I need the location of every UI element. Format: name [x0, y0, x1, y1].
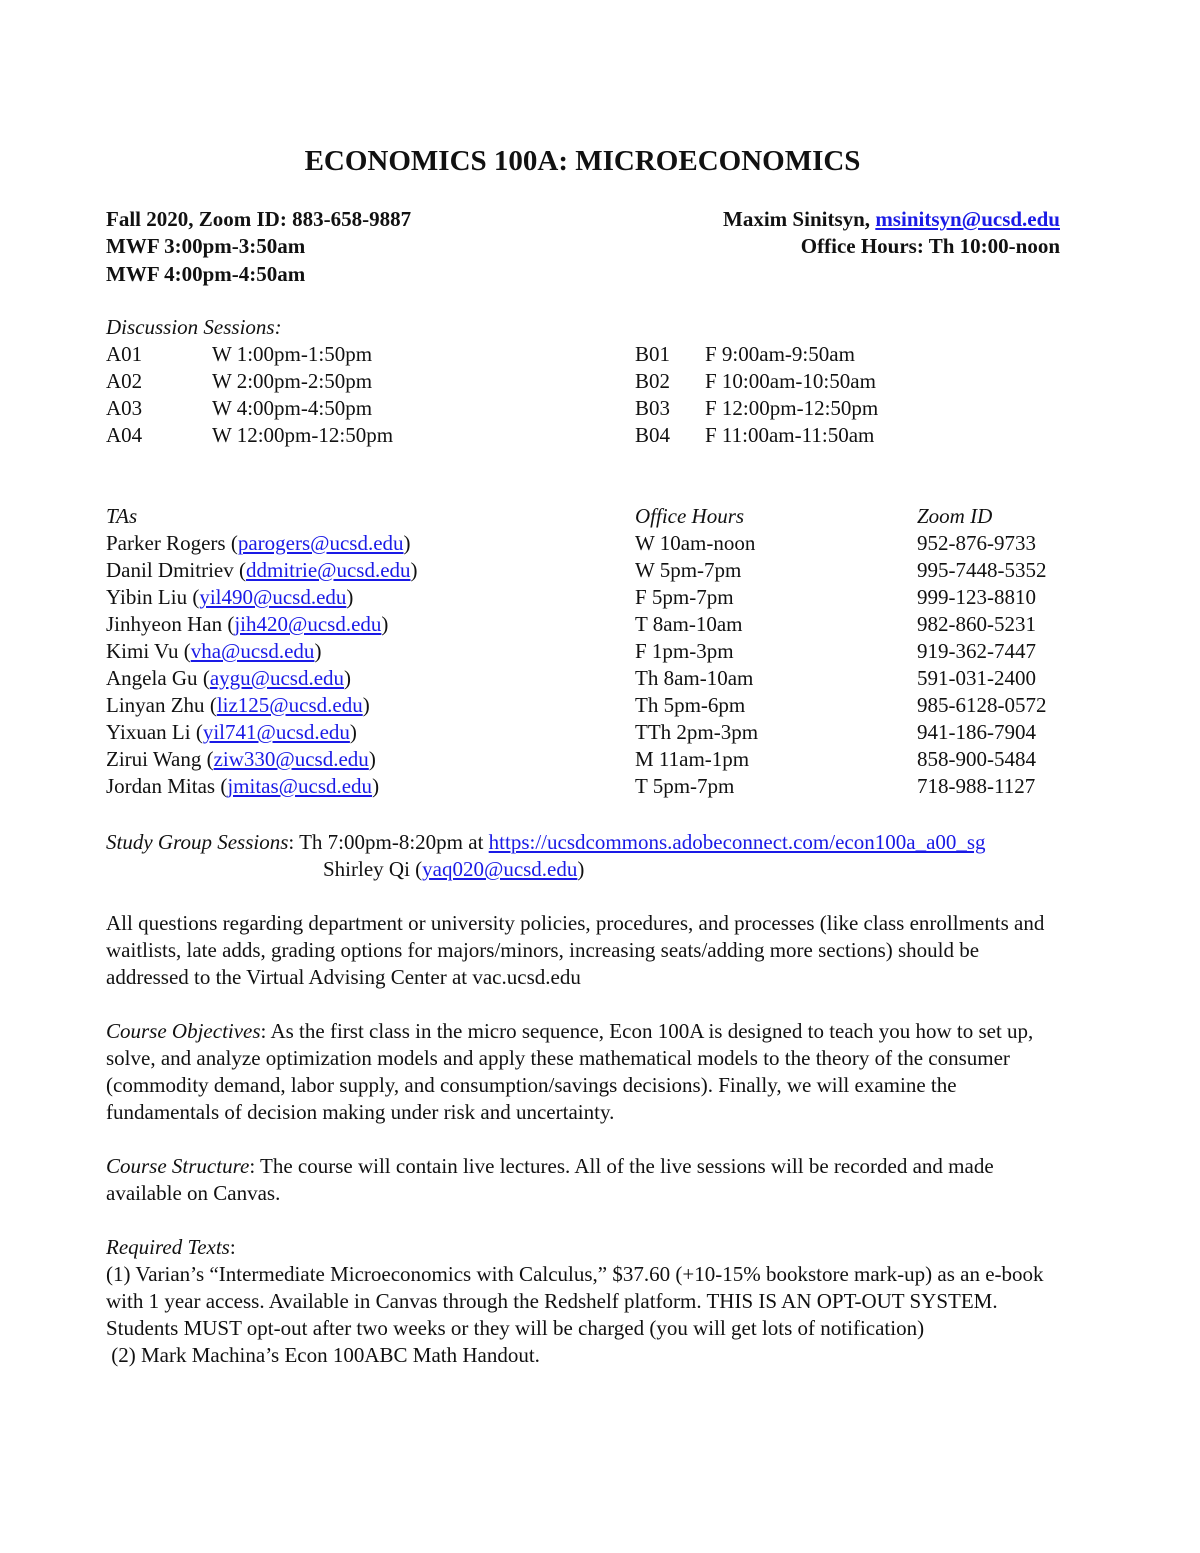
ta-email-link[interactable]: parogers@ucsd.edu — [237, 531, 404, 555]
ta-office-hours: T 5pm-7pm — [635, 774, 735, 798]
ta-office-hours: T 8am-10am — [635, 612, 743, 636]
ta-paren-open: ( — [190, 720, 203, 744]
ta-office-hours: W 10am-noon — [635, 531, 756, 555]
required-text-1: (1) Varian’s “Intermediate Microeconomics with Calculus,” $37.60 (+10-15% bookstore mark-up) as an e-book with 1 year access. Available in Canvas through the Redshelf platform. THIS IS AN OPT-OUT SYSTEM. Students MUST opt-out after two weeks or they will be charged (you will get lots of notification) — [106, 1262, 1044, 1340]
ta-paren-close: ) — [410, 558, 418, 582]
structure-paragraph — [106, 1153, 1066, 1207]
ta-office-hours: Th 8am-10am — [635, 666, 754, 690]
objectives-paragraph — [106, 1018, 1066, 1126]
discussion-time: W 2:00pm-2:50pm — [212, 369, 373, 393]
ta-paren-close: ) — [403, 531, 411, 555]
ta-office-hours: F 1pm-3pm — [635, 639, 734, 663]
instructor-office-hours: Office Hours: Th 10:00-noon — [800, 234, 1060, 258]
ta-header-name: TAs — [106, 504, 138, 528]
ta-office-hours: M 11am-1pm — [635, 747, 750, 771]
ta-email-link[interactable]: liz125@ucsd.edu — [216, 693, 363, 717]
ta-office-hours: W 5pm-7pm — [635, 558, 742, 582]
discussion-code: B04 — [635, 423, 671, 447]
discussion-code: B02 — [635, 369, 671, 393]
instructor-line — [723, 206, 1060, 233]
discussion-code: B01 — [635, 342, 671, 366]
ta-name-cell — [106, 530, 411, 557]
course-title: ECONOMICS 100A: MICROECONOMICS — [304, 145, 861, 177]
lecture-time-2: MWF 4:00pm-4:50am — [106, 262, 306, 286]
study-group-leader-email-link[interactable]: yaq020@ucsd.edu — [422, 857, 578, 881]
ta-paren-open: ( — [233, 558, 246, 582]
ta-paren-close: ) — [381, 612, 389, 636]
ta-paren-open: ( — [204, 693, 217, 717]
discussion-time: W 1:00pm-1:50pm — [212, 342, 373, 366]
ta-zoom-id: 999-123-8810 — [917, 585, 1036, 609]
discussion-time: W 12:00pm-12:50pm — [212, 423, 394, 447]
ta-name-cell — [106, 773, 379, 800]
ta-paren-close: ) — [344, 666, 352, 690]
ta-name: Jordan Mitas — [106, 774, 216, 798]
required-text-2: (2) Mark Machina’s Econ 100ABC Math Handout. — [106, 1343, 540, 1367]
advising-paragraph: All questions regarding department or university policies, procedures, and processes (like class enrollments and waitlists, late adds, grading options for majors/minors, increasing seats/adding more sections) should be addressed to the Virtual Advising Center at vac.ucsd.edu — [106, 911, 1045, 989]
discussion-time: F 11:00am-11:50am — [705, 423, 875, 447]
required-texts-section — [106, 1234, 1066, 1369]
ta-name-cell — [106, 584, 353, 611]
required-texts-heading — [106, 1234, 1066, 1261]
ta-office-hours: TTh 2pm-3pm — [635, 720, 759, 744]
ta-office-hours: Th 5pm-6pm — [635, 693, 746, 717]
discussion-code: A02 — [106, 369, 143, 393]
study-group-time: : Th 7:00pm-8:20pm at — [288, 830, 489, 854]
ta-zoom-id: 985-6128-0572 — [917, 693, 1047, 717]
study-group-leader-line — [106, 856, 1066, 883]
ta-email-link[interactable]: jmitas@ucsd.edu — [227, 774, 373, 798]
lecture-time-1: MWF 3:00pm-3:50am — [106, 234, 306, 258]
ta-header-zoom: Zoom ID — [917, 504, 993, 528]
discussion-time: F 12:00pm-12:50pm — [705, 396, 879, 420]
ta-email-link[interactable]: vha@ucsd.edu — [190, 639, 315, 663]
ta-paren-open: ( — [178, 639, 191, 663]
study-group-line — [106, 829, 1066, 856]
ta-name: Zirui Wang — [106, 747, 202, 771]
objectives-text: : As the first class in the micro sequence, Econ 100A is designed to teach you how to set up, solve, and analyze optimization models and apply these mathematical models to the theory of the consumer (commodity demand, labor supply, and consumption/savings decisions). Finally, we will examine the fundamentals of decision making under risk and uncertainty. — [106, 1019, 1034, 1124]
discussion-code: A03 — [106, 396, 143, 420]
ta-paren-open: ( — [222, 612, 235, 636]
ta-office-hours: F 5pm-7pm — [635, 585, 734, 609]
ta-name: Yixuan Li — [106, 720, 191, 744]
ta-zoom-id: 982-860-5231 — [917, 612, 1036, 636]
study-group-leader-close: ) — [577, 857, 585, 881]
instructor-name: Maxim Sinitsyn, — [723, 207, 876, 231]
ta-name-cell — [106, 611, 388, 638]
ta-name: Linyan Zhu — [106, 693, 205, 717]
ta-name: Parker Rogers — [106, 531, 226, 555]
instructor-email-link[interactable]: msinitsyn@ucsd.edu — [875, 207, 1060, 231]
ta-name-cell — [106, 638, 321, 665]
ta-zoom-id: 995-7448-5352 — [917, 558, 1047, 582]
ta-name: Jinhyeon Han — [106, 612, 223, 636]
ta-paren-open: ( — [225, 531, 238, 555]
ta-name-cell — [106, 665, 351, 692]
ta-zoom-id: 591-031-2400 — [917, 666, 1036, 690]
ta-paren-close: ) — [362, 693, 370, 717]
ta-paren-open: ( — [197, 666, 210, 690]
ta-name-cell — [106, 692, 370, 719]
ta-email-link[interactable]: ziw330@ucsd.edu — [213, 747, 369, 771]
ta-zoom-id: 858-900-5484 — [917, 747, 1036, 771]
ta-paren-close: ) — [346, 585, 354, 609]
ta-email-link[interactable]: yil741@ucsd.edu — [202, 720, 350, 744]
ta-paren-open: ( — [187, 585, 200, 609]
study-group-label: Study Group Sessions — [106, 830, 289, 854]
ta-name: Angela Gu — [106, 666, 198, 690]
ta-zoom-id: 941-186-7904 — [917, 720, 1036, 744]
ta-zoom-id: 919-362-7447 — [917, 639, 1036, 663]
ta-email-link[interactable]: aygu@ucsd.edu — [209, 666, 345, 690]
structure-text: : The course will contain live lectures. All of the live sessions will be recorded and made available on Canvas. — [106, 1154, 994, 1205]
ta-paren-open: ( — [201, 747, 214, 771]
ta-name-cell — [106, 719, 357, 746]
ta-paren-close: ) — [349, 720, 357, 744]
study-group-url-link[interactable]: https://ucsdcommons.adobeconnect.com/econ100a_a00_sg — [488, 830, 986, 854]
ta-email-link[interactable]: jih420@ucsd.edu — [234, 612, 382, 636]
study-group-leader: Shirley Qi ( — [323, 857, 423, 881]
ta-name: Kimi Vu — [106, 639, 179, 663]
discussion-time: W 4:00pm-4:50pm — [212, 396, 373, 420]
term-zoom-id: Fall 2020, Zoom ID: 883-658-9887 — [106, 207, 412, 231]
ta-name: Danil Dmitriev — [106, 558, 234, 582]
structure-label: Course Structure — [106, 1154, 250, 1178]
discussion-time: F 10:00am-10:50am — [705, 369, 876, 393]
discussion-code: B03 — [635, 396, 671, 420]
ta-zoom-id: 718-988-1127 — [917, 774, 1036, 798]
ta-name-cell — [106, 557, 418, 584]
ta-paren-close: ) — [368, 747, 376, 771]
objectives-label: Course Objectives — [106, 1019, 261, 1043]
ta-name-cell — [106, 746, 376, 773]
ta-header-hours: Office Hours — [635, 504, 745, 528]
discussion-code: A01 — [106, 342, 143, 366]
ta-email-link[interactable]: ddmitrie@ucsd.edu — [245, 558, 411, 582]
required-texts-colon: : — [229, 1235, 236, 1259]
ta-name: Yibin Liu — [106, 585, 188, 609]
ta-zoom-id: 952-876-9733 — [917, 531, 1036, 555]
required-texts-label: Required Texts — [106, 1235, 230, 1259]
ta-paren-close: ) — [372, 774, 380, 798]
discussion-label: Discussion Sessions: — [106, 315, 282, 339]
ta-paren-open: ( — [215, 774, 228, 798]
discussion-code: A04 — [106, 423, 143, 447]
ta-paren-close: ) — [314, 639, 322, 663]
discussion-time: F 9:00am-9:50am — [705, 342, 855, 366]
ta-email-link[interactable]: yil490@ucsd.edu — [199, 585, 347, 609]
